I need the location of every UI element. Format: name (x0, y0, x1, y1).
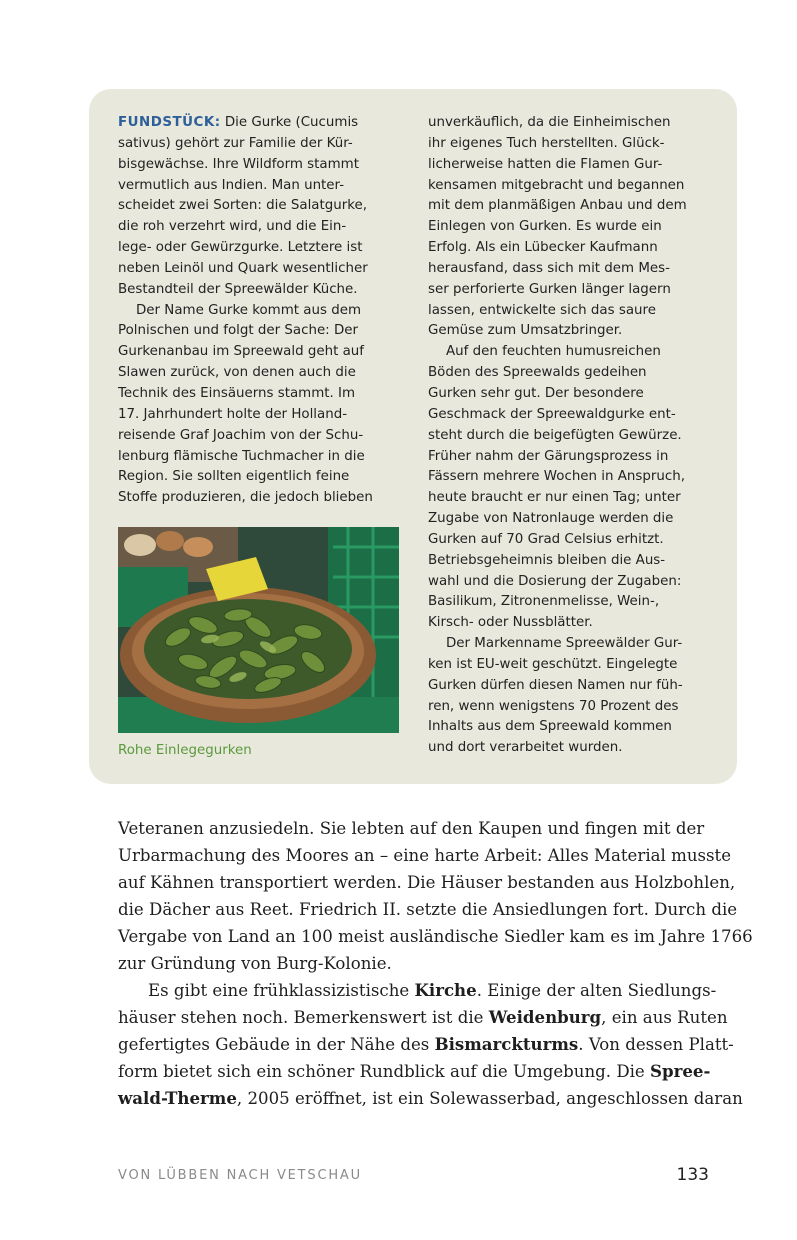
info-line: ren, wenn wenigstens 70 Prozent des (428, 698, 679, 714)
info-line: Früher nahm der Gärungsprozess in (428, 448, 669, 464)
info-line: Der Markenname Spreewälder Gur- (446, 636, 683, 652)
info-line: ihr eigenes Tuch herstellten. Glück- (428, 135, 665, 151)
info-line: Gurken dürfen diesen Namen nur füh- (428, 677, 683, 693)
info-line: ser perforierte Gurken länger lagern (428, 281, 671, 297)
highlight-kirche: Kirche (414, 980, 477, 1000)
highlight-weidenburg: Weidenburg (488, 1007, 602, 1027)
highlight-bismarckturm: Bismarckturms (434, 1034, 579, 1054)
main-line: gefertigtes Gebäude in der Nähe des Bismarckturms. Von dessen Platt- (118, 1034, 734, 1054)
info-line: bisgewächse. Ihre Wildform stammt (118, 156, 359, 172)
info-line: sativus) gehört zur Familie der Kür- (118, 135, 353, 151)
info-line: FUNDSTÜCK: Die Gurke (Cucumis (118, 115, 359, 130)
info-line: Region. Sie sollten eigentlich feine (118, 469, 350, 485)
info-line: scheidet zwei Sorten: die Salatgurke, (118, 198, 368, 214)
info-box-column-left (118, 113, 403, 509)
info-line: Betriebsgeheimnis bleiben die Aus- (428, 552, 666, 568)
main-text (118, 815, 753, 1112)
info-line: licherweise hatten die Flamen Gur- (428, 156, 663, 172)
info-line: Gemüse zum Umsatzbringer. (428, 323, 623, 339)
info-line: Zugabe von Natronlauge werden die (428, 511, 674, 527)
info-line: die roh verzehrt wird, und die Ein- (118, 219, 347, 235)
main-line: Vergabe von Land an 100 meist ausländische Siedler kam es im Jahre 1766 (118, 927, 753, 946)
page-number: 133 (676, 1165, 709, 1185)
info-line: mit dem planmäßigen Anbau und dem (428, 198, 687, 214)
info-line: Kirsch- oder Nussblätter. (428, 615, 593, 631)
photo-caption: Rohe Einlegegurken (118, 743, 252, 758)
info-line: lassen, entwickelte sich das saure (428, 302, 656, 318)
info-line: neben Leinöl und Quark wesentlicher (118, 260, 368, 276)
info-line: ken ist EU-weit geschützt. Eingelegte (428, 656, 678, 672)
info-line: Slawen zurück, von denen auch die (118, 365, 356, 381)
info-line: Bestandteil der Spreewälder Küche. (118, 281, 358, 297)
main-line: Es gibt eine frühklassizistische Kirche. Einige der alten Siedlungs- (148, 980, 717, 1000)
info-line: Gurken auf 70 Grad Celsius erhitzt. (428, 531, 664, 547)
main-line: Urbarmachung des Moores an – eine harte Arbeit: Alles Material musste (118, 846, 732, 865)
info-line: Gurken sehr gut. Der besondere (428, 385, 644, 401)
info-line: vermutlich aus Indien. Man unter- (118, 177, 345, 193)
info-line: Gurkenanbau im Spreewald geht auf (118, 344, 364, 360)
info-line: Böden des Spreewalds gedeihen (428, 365, 647, 381)
main-line: wald-Therme, 2005 eröffnet, ist ein Solewasserbad, angeschlossen daran (118, 1088, 743, 1108)
info-line: heute braucht er nur einen Tag; unter (428, 490, 681, 506)
info-line: 17. Jahrhundert holte der Holland- (118, 406, 348, 422)
info-line: Einlegen von Gurken. Es wurde ein (428, 219, 662, 235)
main-line: häuser stehen noch. Bemerkenswert ist die Weidenburg, ein aus Ruten (118, 1007, 728, 1027)
info-line: unverkäuflich, da die Einheimischen (428, 115, 671, 130)
highlight-spreewald-therme-cont: wald-Therme (118, 1088, 237, 1108)
info-line: Erfolg. Als ein Lübecker Kaufmann (428, 240, 658, 256)
main-line: zur Gründung von Burg-Kolonie. (118, 954, 392, 973)
highlight-spreewald-therme: Spree- (650, 1061, 711, 1081)
main-line: form bietet sich ein schöner Rundblick auf die Umgebung. Die Spree- (118, 1061, 711, 1081)
info-line: lege- oder Gewürzgurke. Letztere ist (118, 240, 363, 256)
info-line: kensamen mitgebracht und begannen (428, 177, 685, 193)
info-line: Stoffe produzieren, die jedoch blieben (118, 490, 373, 506)
info-line: Der Name Gurke kommt aus dem (136, 302, 361, 318)
info-line: Basilikum, Zitronenmelisse, Wein-, (428, 594, 660, 610)
info-line: Polnischen und folgt der Sache: Der (118, 323, 359, 339)
fundstueck-label: FUNDSTÜCK: (118, 115, 221, 130)
info-line: Geschmack der Spreewaldgurke ent- (428, 406, 676, 422)
info-line: lenburg flämische Tuchmacher in die (118, 448, 365, 464)
chapter-footer: VON LÜBBEN NACH VETSCHAU (118, 1168, 362, 1183)
info-line: steht durch die beigefügten Gewürze. (428, 427, 682, 443)
info-line: Auf den feuchten humusreichen (446, 344, 661, 360)
info-box-column-right (428, 113, 718, 759)
info-line: wahl und die Dosierung der Zugaben: (428, 573, 682, 589)
main-line: auf Kähnen transportiert werden. Die Häuser bestanden aus Holzbohlen, (118, 873, 736, 892)
cucumber-basket-photo (118, 527, 399, 733)
info-line: und dort verarbeitet wurden. (428, 740, 623, 756)
main-line: die Dächer aus Reet. Friedrich II. setzte die Ansiedlungen fort. Durch die (118, 900, 738, 919)
info-line: Technik des Einsäuerns stammt. Im (118, 385, 356, 401)
info-line: herausfand, dass sich mit dem Mes- (428, 260, 670, 276)
info-line: Fässern mehrere Wochen in Anspruch, (428, 469, 685, 485)
info-line: Inhalts aus dem Spreewald kommen (428, 719, 672, 735)
info-line: reisende Graf Joachim von der Schu- (118, 427, 364, 443)
main-line: Veteranen anzusiedeln. Sie lebten auf den Kaupen und fingen mit der (118, 819, 705, 838)
